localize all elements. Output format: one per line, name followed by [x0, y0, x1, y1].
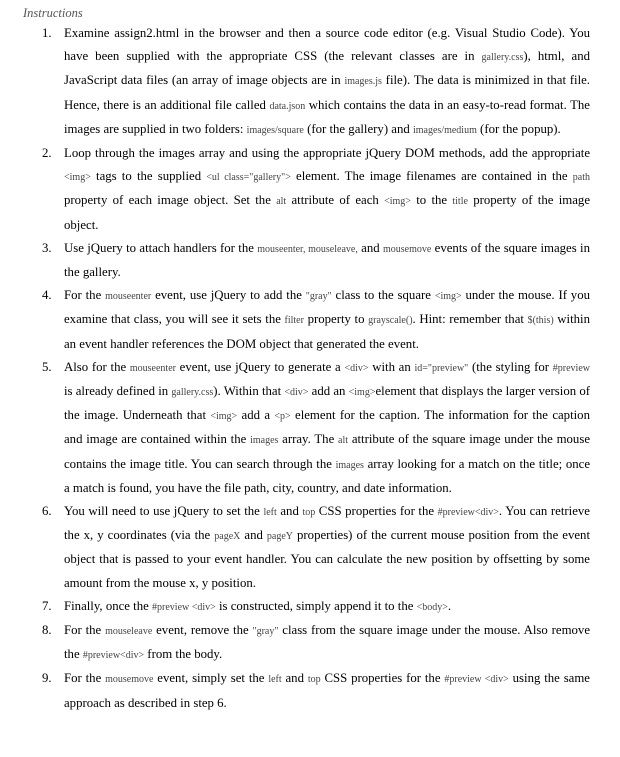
step-text: add an — [308, 384, 349, 399]
step-text: is constructed, simply append it to the — [215, 598, 417, 613]
step-text: events of the square images in the gallery. — [64, 240, 590, 280]
step-text: element for the caption. The information for the caption and image are contained within the — [64, 408, 590, 447]
step-number: 3. — [42, 240, 52, 255]
instruction-step — [0, 595, 620, 619]
instruction-step — [0, 500, 620, 595]
code-term: <div> — [284, 387, 309, 399]
code-term: alt — [276, 196, 287, 208]
step-text: is already defined in — [64, 384, 172, 399]
code-term: <body> — [416, 601, 448, 613]
code-term: #preview — [552, 362, 590, 374]
code-term: mouseenter — [105, 291, 152, 303]
code-term: id="preview" — [414, 362, 469, 374]
code-term: #preview <div> — [152, 601, 216, 613]
step-text: ), html, and JavaScript data files (an array of image objects are in — [64, 49, 590, 88]
instruction-step — [0, 284, 620, 356]
step-text: property to — [303, 312, 369, 327]
code-term: "gray" — [305, 291, 332, 303]
step-text: and — [357, 240, 383, 255]
code-term: <img> — [210, 411, 238, 423]
step-text: property of the image object. — [64, 193, 590, 232]
step-text: Finally, once the — [64, 598, 153, 613]
step-text: array looking for a match on the title; once a match is found, you have the file path, city, country, and date information. — [64, 456, 590, 495]
step-number: 9. — [42, 671, 52, 686]
step-text: within an event handler references the DOM object that generated the event. — [64, 312, 590, 351]
step-text: Use jQuery to attach handlers for the — [64, 240, 258, 255]
step-text: (the styling for — [468, 359, 553, 374]
code-term: <img> — [348, 387, 376, 399]
code-term: <img> — [384, 196, 411, 208]
instruction-step — [0, 619, 620, 667]
step-text: . You can retrieve the x, y coordinates (via the — [64, 504, 590, 543]
code-term: top — [302, 507, 316, 519]
step-text: event, use jQuery to generate a — [175, 359, 345, 374]
code-term: #preview<div> — [82, 650, 145, 662]
step-text: Loop through the images array and using the appropriate jQuery DOM methods, add the appropriate — [64, 146, 590, 161]
instruction-step — [0, 667, 620, 714]
code-term: images — [335, 459, 364, 471]
step-text: Examine assign2.html in the browser and then a source code editor (e.g. Visual Studio Code). You have been supplied with the appropriate CSS (the relevant classes are in — [64, 26, 590, 64]
step-text: element that displays the larger version of the image. Underneath that — [64, 384, 591, 423]
step-text: from the body. — [144, 647, 223, 662]
code-term: filter — [284, 315, 304, 327]
instructions-list — [0, 22, 620, 715]
step-text: . Hint: remember that — [412, 312, 528, 327]
code-term: images/medium — [412, 124, 477, 136]
code-term: data.json — [269, 100, 306, 112]
step-text: ). Within that — [213, 384, 285, 399]
step-text: For the — [64, 288, 106, 303]
step-text: array. The — [278, 432, 339, 447]
step-number: 2. — [42, 146, 52, 161]
code-term: <img> — [434, 291, 462, 303]
step-text: event, simply set the — [153, 671, 269, 686]
code-term: gallery.css — [171, 387, 214, 399]
instruction-step — [0, 356, 620, 500]
step-text: (for the popup). — [476, 121, 561, 136]
code-term: top — [307, 674, 321, 686]
step-text: CSS properties for the — [315, 504, 438, 519]
step-text: attribute of each — [286, 193, 385, 208]
code-term: gallery.css — [481, 52, 524, 64]
code-term: <div> — [344, 362, 369, 374]
code-term: title — [452, 196, 468, 208]
code-term: mouseenter, mouseleave, — [257, 243, 358, 255]
step-text: class from the square image under the mouse. Also remove the — [64, 623, 591, 662]
code-term: alt — [338, 435, 349, 447]
code-term: path — [572, 172, 590, 184]
step-text: add a — [237, 408, 275, 423]
step-text: For the — [64, 671, 106, 686]
step-text: which contains the data in an easy-to-read format. The images are supplied in two folders: — [64, 97, 590, 136]
code-term: pageX — [214, 531, 241, 543]
code-term: #preview <div> — [444, 674, 509, 686]
code-term: grayscale() — [368, 315, 413, 327]
step-number: 6. — [42, 504, 52, 519]
step-text: using the same approach as described in step 6. — [64, 671, 590, 710]
code-term: <p> — [274, 411, 291, 423]
step-text: tags to the supplied — [90, 169, 207, 184]
code-term: left — [268, 674, 282, 686]
step-text: to the — [410, 193, 453, 208]
code-term: images/square — [246, 124, 304, 136]
instruction-step — [0, 22, 620, 142]
code-term: <ul class="gallery"> — [206, 172, 291, 184]
code-term: #preview<div> — [437, 507, 499, 519]
step-number: 1. — [42, 26, 52, 40]
step-text: under the mouse. If you examine that class, you will see it sets the — [64, 288, 591, 327]
instruction-step — [0, 142, 620, 237]
step-text: properties) of the current mouse position from the event object that is passed to your event handler. You can calculate the new position by offsetting by some amount from the mouse x, y position. — [64, 528, 590, 590]
step-text: (for the gallery) and — [303, 121, 413, 136]
step-text: For the — [64, 623, 106, 638]
code-term: mousemove — [105, 674, 154, 686]
step-text: and — [240, 528, 267, 543]
step-text: with an — [368, 359, 415, 374]
code-term: <img> — [64, 172, 91, 184]
step-number: 5. — [42, 359, 52, 374]
step-text: attribute of the square image under the mouse contains the image title. You can search through the — [64, 432, 590, 471]
instructions-heading: Instructions — [23, 6, 83, 20]
step-text: class to the square — [331, 288, 435, 303]
step-text: event, remove the — [152, 623, 253, 638]
step-number: 8. — [42, 623, 52, 638]
step-text: You will need to use jQuery to set the — [64, 504, 264, 519]
code-term: images.js — [344, 76, 382, 88]
step-number: 4. — [42, 288, 52, 303]
step-text: . — [447, 598, 452, 613]
code-term: pageY — [266, 531, 293, 543]
code-term: mouseleave — [105, 626, 153, 638]
code-term: mouseenter — [129, 362, 176, 374]
step-text: CSS properties for the — [320, 671, 445, 686]
step-text: file). The data is minimized in that file. Hence, there is an additional file called — [64, 73, 591, 112]
code-term: images — [250, 435, 279, 447]
step-number: 7. — [42, 598, 52, 613]
step-text: property of each image object. Set the — [64, 193, 277, 208]
step-text: and — [276, 504, 303, 519]
step-text: Also for the — [64, 359, 130, 374]
step-text: event, use jQuery to add the — [151, 288, 306, 303]
code-term: left — [263, 507, 277, 519]
instruction-step — [0, 237, 620, 284]
code-term: "gray" — [252, 626, 279, 638]
code-term: mousemove — [383, 243, 432, 255]
step-text: and — [281, 671, 308, 686]
step-text: element. The image filenames are contained in the — [290, 169, 573, 184]
code-term: $(this) — [527, 315, 554, 327]
